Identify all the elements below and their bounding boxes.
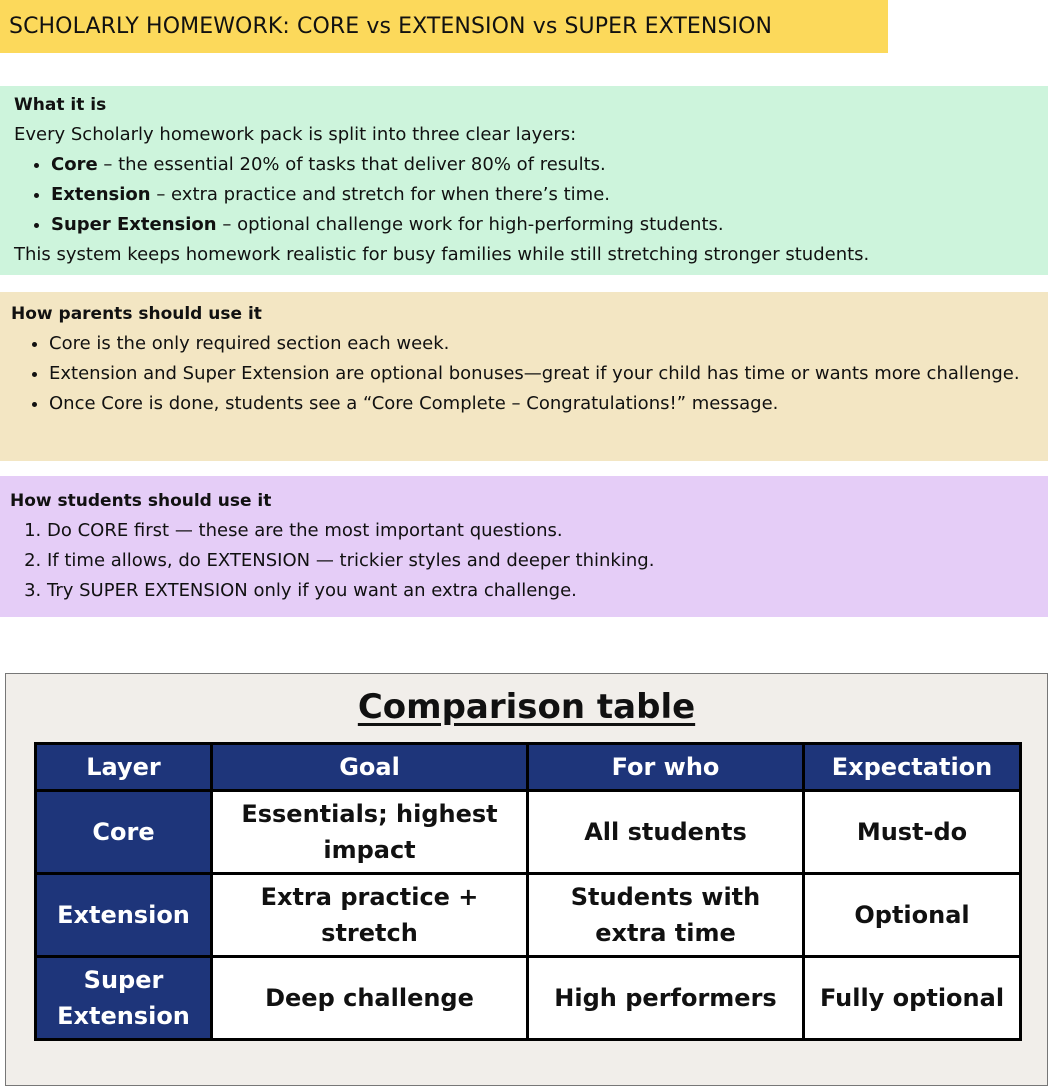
column-header: For who	[528, 744, 804, 791]
table-cell: High performers	[528, 957, 804, 1040]
column-header: Expectation	[804, 744, 1021, 791]
list-item	[51, 180, 1034, 210]
table-cell: Must-do	[804, 791, 1021, 874]
table-cell: Deep challenge	[212, 957, 528, 1040]
list-item: • Core is the only required section each week.	[49, 329, 1028, 359]
list-item: 1. Do CORE first — these are the most important questions.	[47, 516, 1034, 546]
what-it-is-outro: This system keeps homework realistic for busy families while still stretching stronger students.	[14, 244, 870, 265]
list-item: • Once Core is done, students see a “Core Complete – Congratulations!” message.	[49, 389, 1028, 419]
what-it-is-intro: Every Scholarly homework pack is split into three clear layers:	[14, 124, 577, 145]
what-it-is-heading: What it is	[14, 95, 107, 115]
layer-term: Core	[51, 154, 98, 175]
layer-description: – extra practice and stretch for when there’s time.	[150, 184, 610, 205]
page-title: SCHOLARLY HOMEWORK: CORE vs EXTENSION vs SUPER EXTENSION	[9, 14, 773, 39]
list-item	[51, 210, 1034, 240]
table-cell: Optional	[804, 874, 1021, 957]
table-cell: Core	[36, 791, 212, 874]
page-title-banner	[0, 0, 888, 53]
table-cell: Extra practice + stretch	[212, 874, 528, 957]
table-cell: Students with extra time	[528, 874, 804, 957]
what-it-is-panel	[0, 86, 1048, 275]
layer-term: Super Extension	[51, 214, 217, 235]
list-item: • Extension and Super Extension are optional bonuses—great if your child has time or wants more challenge.	[49, 359, 1028, 389]
comparison-table-title: Comparison table	[357, 687, 696, 727]
layer-description: – the essential 20% of tasks that deliver 80% of results.	[97, 154, 606, 175]
parents-list	[11, 329, 1028, 419]
column-header: Goal	[212, 744, 528, 791]
layer-term: Extension	[51, 184, 151, 205]
table-cell: Essentials; highest impact	[212, 791, 528, 874]
column-header: Layer	[36, 744, 212, 791]
students-list	[10, 516, 1034, 606]
table-cell: Super Extension	[36, 957, 212, 1040]
list-item: 2. If time allows, do EXTENSION — trickier styles and deeper thinking.	[47, 546, 1034, 576]
comparison-table	[34, 742, 1022, 1041]
parents-panel	[0, 292, 1048, 461]
students-panel	[0, 476, 1048, 617]
layer-description: – optional challenge work for high-performing students.	[216, 214, 724, 235]
list-item	[51, 150, 1034, 180]
parents-heading: How parents should use it	[11, 304, 262, 324]
table-cell: All students	[528, 791, 804, 874]
table-header-row	[36, 744, 1021, 791]
table-row	[36, 874, 1021, 957]
students-heading: How students should use it	[10, 491, 272, 511]
table-cell: Fully optional	[804, 957, 1021, 1040]
list-item: 3. Try SUPER EXTENSION only if you want an extra challenge.	[47, 576, 1034, 606]
table-cell: Extension	[36, 874, 212, 957]
comparison-table-card	[5, 673, 1048, 1086]
layers-list	[14, 150, 1034, 240]
table-row	[36, 957, 1021, 1040]
table-row	[36, 791, 1021, 874]
